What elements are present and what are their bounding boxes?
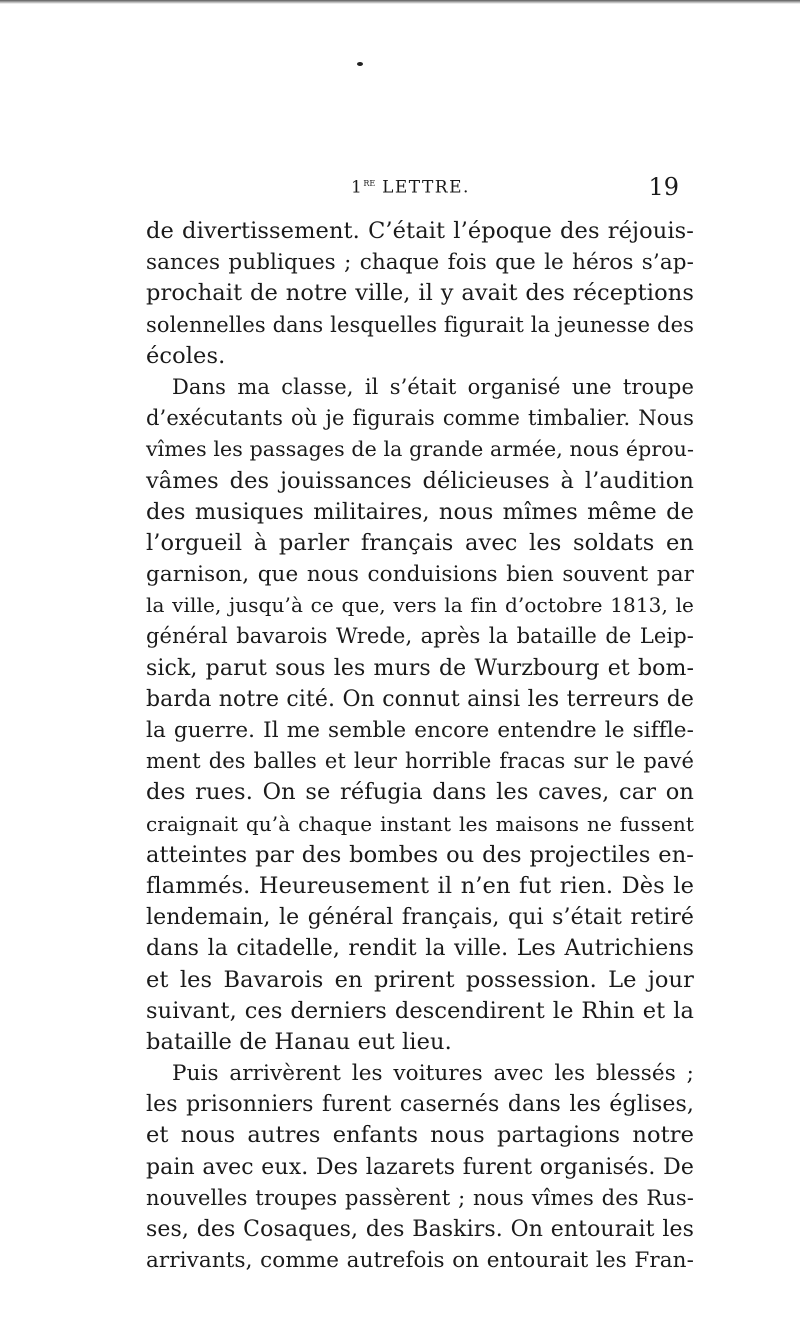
- text-line: l’orgueil à parler français avec les soldats en: [146, 529, 694, 556]
- text-line: et nous autres enfants nous partagions notre: [146, 1122, 694, 1149]
- text-line: sick, parut sous les murs de Wurzbourg et bom-: [146, 655, 694, 681]
- text-line: les prisonniers furent casernés dans les églises,: [146, 1092, 694, 1118]
- text-line: écoles.: [146, 342, 226, 369]
- running-title: [351, 176, 470, 198]
- text-line: des rues. On se réfugia dans les caves, car on: [146, 779, 694, 806]
- text-line: Dans ma classe, il s’était organisé une troupe: [172, 374, 694, 399]
- text-line: prochait de notre ville, il y avait des réceptions: [146, 280, 694, 307]
- ink-speck: [357, 62, 363, 66]
- running-head: [145, 173, 685, 206]
- text-line: atteintes par des bombes ou des projectiles en-: [146, 841, 694, 868]
- chapter-ordinal-suffix: re: [363, 176, 376, 189]
- text-line: arrivants, comme autrefois on entourait les Fran-: [146, 1248, 694, 1274]
- text-line: ses, des Cosaques, des Baskirs. On entourait les: [146, 1217, 694, 1242]
- body-text: [146, 216, 694, 1276]
- page-number: 19: [648, 173, 679, 201]
- text-line: d’exécutants où je figurais comme timbalier. Nous: [146, 406, 694, 431]
- text-line: flammés. Heureusement il n’en fut rien. Dès le: [146, 872, 694, 899]
- text-line: garnison, que nous conduisions bien souvent par: [146, 562, 694, 588]
- chapter-ordinal: 1: [351, 177, 364, 198]
- text-line: pain avec eux. Des lazarets furent organisés. De: [146, 1154, 694, 1180]
- text-line: vîmes les passages de la grande armée, nous éprou-: [146, 437, 694, 462]
- text-line: lendemain, le général français, qui s’était retiré: [146, 905, 694, 931]
- text-line: la guerre. Il me semble encore entendre le siffle-: [146, 718, 694, 743]
- text-line: général bavarois Wrede, après la bataille de Leip-: [146, 624, 694, 649]
- text-line: de divertissement. C’était l’époque des réjouis-: [146, 218, 694, 244]
- text-line: bataille de Hanau eut lieu.: [146, 1028, 452, 1055]
- text-line: la ville, jusqu’à ce que, vers la fin d’octobre 1813, le: [146, 593, 694, 618]
- text-line: solennelles dans lesquelles figurait la jeunesse des: [146, 312, 694, 337]
- text-line: Puis arrivèrent les voitures avec les blessés ;: [172, 1061, 694, 1087]
- text-line: sances publiques ; chaque fois que le héros s’ap-: [146, 250, 694, 276]
- text-line: craignait qu’à chaque instant les maisons ne fussent: [146, 811, 694, 836]
- text-line: des musiques militaires, nous mîmes même de: [146, 498, 694, 525]
- text-line: nouvelles troupes passèrent ; nous vîmes des Rus-: [146, 1185, 694, 1210]
- text-line: vâmes des jouissances délicieuses à l’audition: [146, 467, 694, 494]
- text-line: ment des balles et leur horrible fracas sur le pavé: [146, 749, 694, 774]
- text-line: et les Bavarois en prirent possession. Le jour: [146, 966, 694, 993]
- chapter-title: LETTRE.: [382, 177, 470, 198]
- text-line: dans la citadelle, rendit la ville. Les Autrichiens: [146, 936, 694, 962]
- page-top-edge: [0, 0, 800, 4]
- text-line: barda notre cité. On connut ainsi les terreurs de: [146, 686, 694, 712]
- text-line: suivant, ces derniers descendirent le Rhin et la: [146, 997, 694, 1024]
